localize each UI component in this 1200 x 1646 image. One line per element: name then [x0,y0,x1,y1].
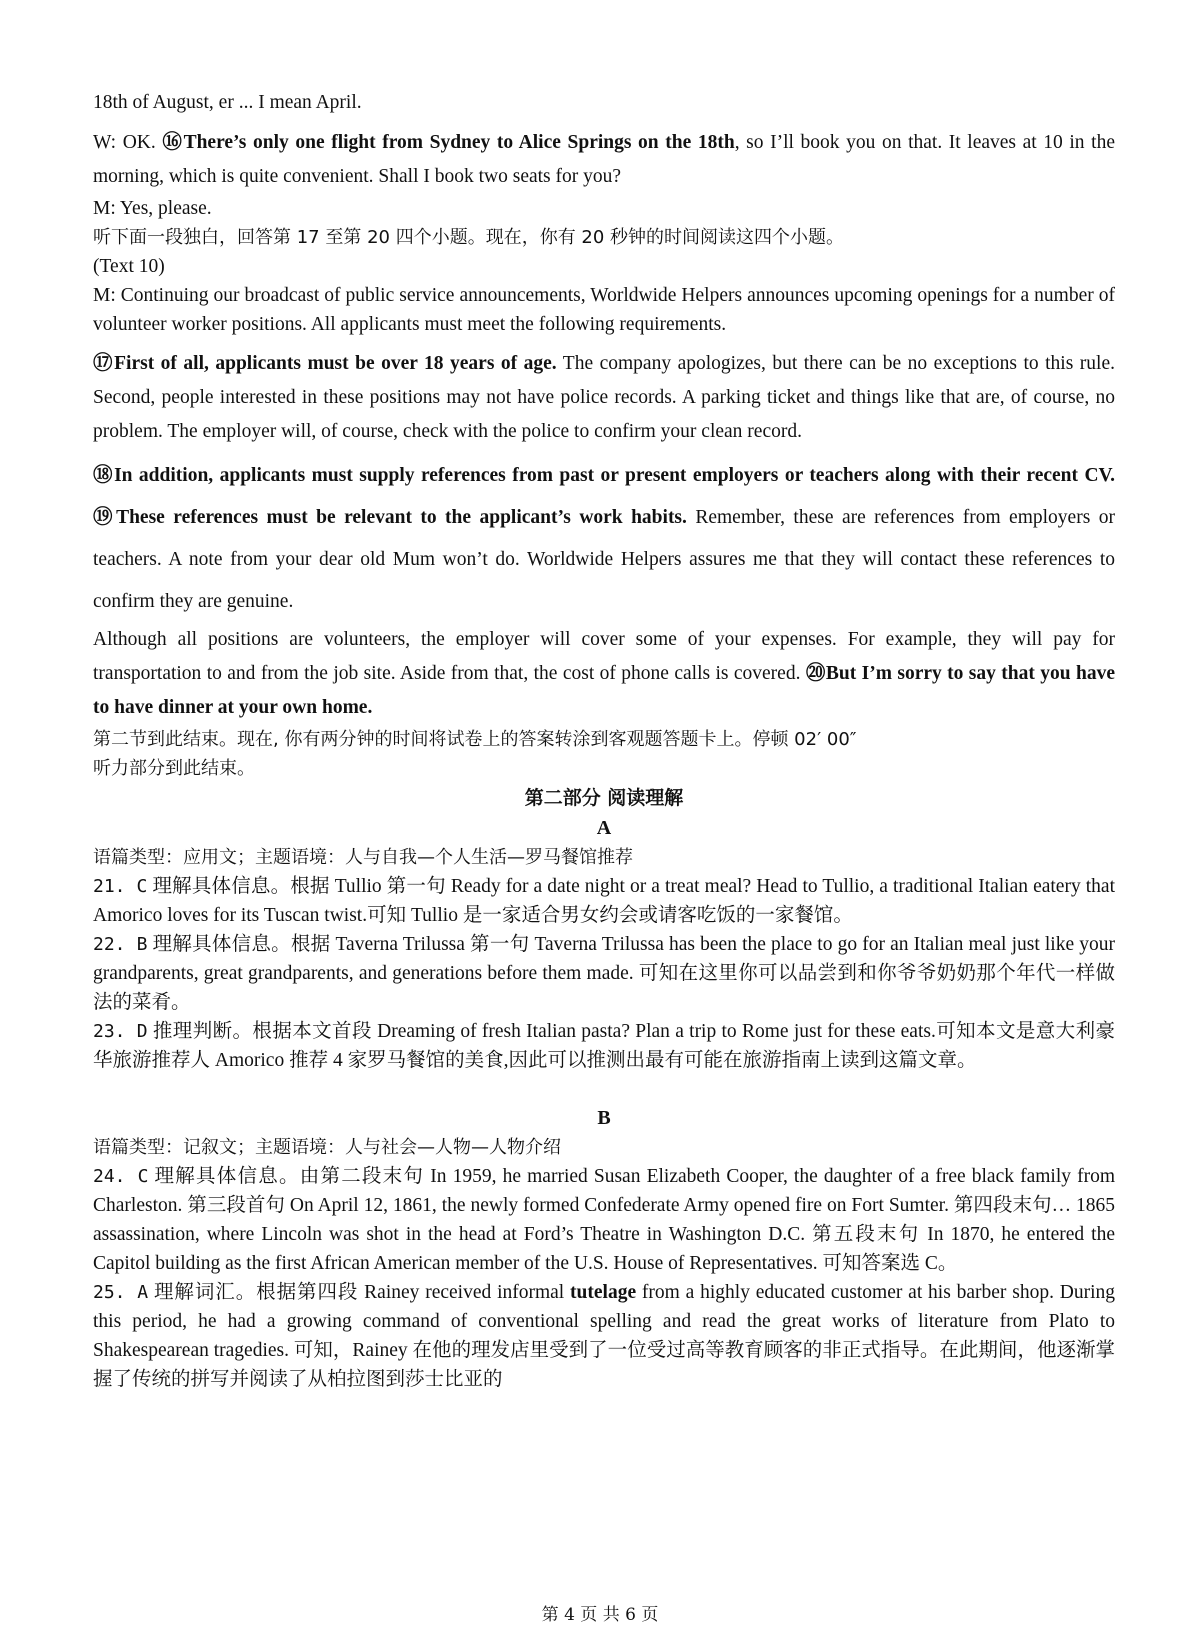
paragraph-17: ⑰First of all, applicants must be over 18 years of age. The company apologizes, but there can be no exceptions to this rule. Second, people interested in these positions may not have police records. A parking ticket and things like that are, of course, no problem. The employer will, of course, check with the police to confirm your clean record. [93,353,1115,442]
key-sentence-20: But I’m sorry to say that you have to have dinner at your own home. [93,663,1115,718]
part-title: 第二部分 阅读理解 [524,787,684,809]
marker-19: ⑲ [93,507,117,528]
answer-24-key: 24. C [93,1166,149,1187]
answer-25: 25. A 理解词汇。根据第四段 Rainey received informal tutelage from a highly educated customer at his barber shop. During this period, he had a growing command of conventional spelling and read the great works of literature from Plato to Shakespearean tragedies. 可知，Rainey 在他的理发店里受到了一位受过高等教育顾客的非正式指导。在此期间，他逐渐掌握了传统的拼写并阅读了从柏拉图到莎士比亚的 [93,1282,1116,1390]
answer-21-key: 21. C [93,876,148,897]
marker-20: ⑳ [805,663,826,684]
key-sentence-16: There’s only one flight from Sydney to Alice Springs on the 18th [183,132,735,153]
listening-line: 18th of August, er ... I mean April. [93,92,362,113]
answer-22-key: 22. B [93,934,148,955]
section-b-type: 语篇类型：记叙文；主题语境：人与社会—人物—人物介绍 [93,1137,561,1158]
section-a-heading: A [596,817,612,839]
marker-17: ⑰ [93,353,115,374]
key-sentence-17: First of all, applicants must be over 18 years of age. [114,353,557,374]
listening-end-cn: 听力部分到此结束。 [93,758,255,779]
answer-23: 23. D 推理判断。根据本文首段 Dreaming of fresh Italian pasta? Plan a trip to Rome just for these eats.可知本文是意大利豪华旅游推荐人 Amorico 推荐 4 家罗马餐馆的美食,因此可以推测出最有可能在旅游指南上读到这篇文章。 [93,1021,1115,1071]
answer-23-key: 23. D [93,1021,148,1042]
answer-21: 21. C 理解具体信息。根据 Tullio 第一句 Ready for a date night or a treat meal? Head to Tullio, a traditional Italian eatery that Amorico loves for its Tuscan twist.可知 Tullio 是一家适合男女约会或请客吃饭的一家餐馆。 [93,876,1115,926]
document-body [93,86,1115,1394]
section-end-cn: 第二节到此结束。现在, 你有两分钟的时间将试卷上的答案转涂到客观题答题卡上。停顿 02′ 00″ [93,729,857,750]
section-b-heading: B [597,1107,611,1129]
key-sentence-19: These references must be relevant to the applicant’s work habits. [116,507,687,528]
paragraph-20: Although all positions are volunteers, the employer will cover some of your expenses. For example, they will pay for transportation to and from the job site. Aside from that, the cost of phone calls is covered. ⑳But I’m sorry to say that you have to have dinner at your own home. [93,629,1115,718]
answer-22: 22. B 理解具体信息。根据 Taverna Trilussa 第一句 Taverna Trilussa has been the place to go for an Italian meal just like your grandparents, great grandparents, and generations before them made. 可知在这里你可以品尝到和你爷爷奶奶那个年代一样做法的菜肴。 [93,934,1115,1013]
monologue-intro: M: Continuing our broadcast of public service announcements, Worldwide Helpers announces upcoming openings for a number of volunteer worker positions. All applicants must meet the following requirements. [93,285,1115,335]
answer-25-key: 25. A [93,1282,149,1303]
key-sentence-18: In addition, applicants must supply references from past or present employers or teachers along with their recent CV. [114,465,1115,486]
marker-18: ⑱ [93,465,115,486]
marker-16: ⑯ [162,132,184,153]
instruction-cn: 听下面一段独白，回答第 17 至第 20 四个小题。现在，你有 20 秒钟的时间阅读这四个小题。 [93,227,845,248]
section-a-type: 语篇类型：应用文；主题语境：人与自我—个人生活—罗马餐馆推荐 [93,847,633,868]
answer-24: 24. C 理解具体信息。由第二段末句 In 1959, he married Susan Elizabeth Cooper, the daughter of a free black family from Charleston. 第三段首句 On April 12, 1861, the newly formed Confederate Army opened fire on Fort Sumter. 第四段末句… 1865 assassination, where Lincoln was shot in the head at Ford’s Theatre in Washington D.C. 第五段末句 In 1870, he entered the Capitol building as the first African American member of the U.S. House of Representatives. 可知答案选 C。 [93,1166,1116,1274]
dialogue-w: W: OK. ⑯There’s only one flight from Sydney to Alice Springs on the 18th, so I’ll book you on that. It leaves at 10 in the morning, which is quite convenient. Shall I book two seats for you? [93,132,1115,187]
dialogue-m: M: Yes, please. [93,198,212,219]
text-label: (Text 10) [93,256,165,277]
highlighted-word: tutelage [570,1282,637,1303]
spacer [93,1075,1115,1103]
page-number: 第 4 页 共 6 页 [541,1605,659,1625]
paragraph-18: ⑱In addition, applicants must supply references from past or present employers or teachers along with their recent CV. ⑲These references must be relevant to the applicant’s work habits. Remember, these are references from employers or teachers. A note from your dear old Mum won’t do. Worldwide Helpers assures me that they will contact these references to confirm they are genuine. [93,465,1115,612]
